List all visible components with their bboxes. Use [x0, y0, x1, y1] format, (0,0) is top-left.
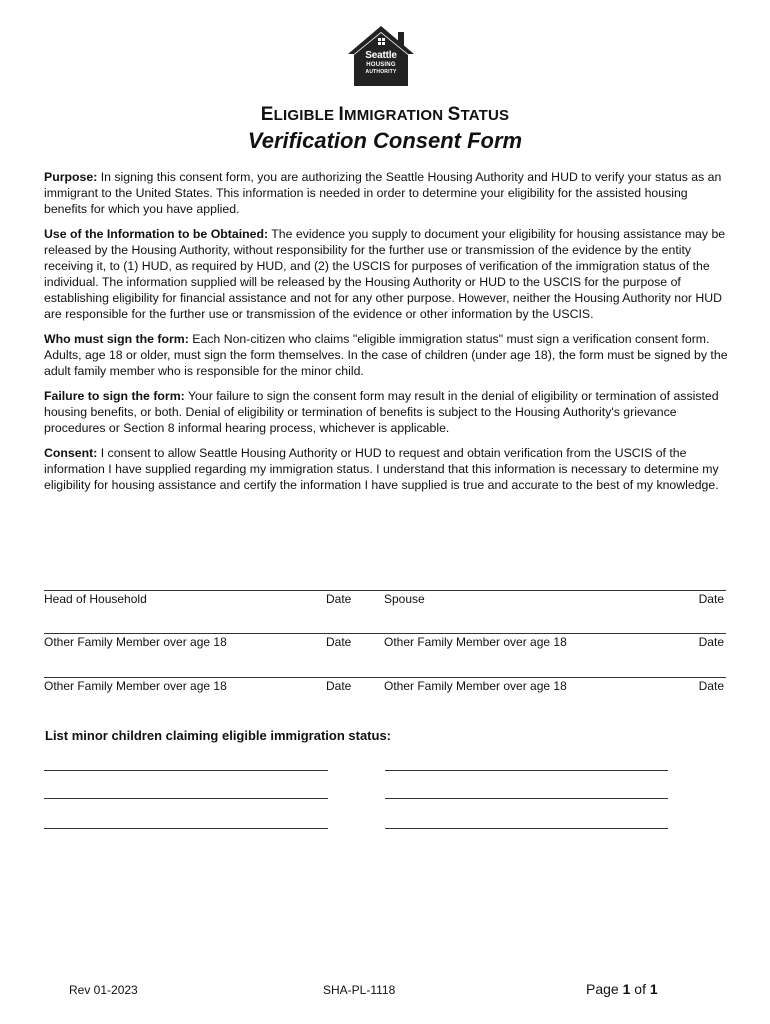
minor-child-line[interactable] — [44, 770, 328, 771]
date-label: Date — [698, 635, 724, 649]
form-body — [44, 169, 728, 502]
page-number: Page 1 of 1 — [586, 981, 658, 997]
family-member-label: Other Family Member over age 18 — [44, 635, 227, 649]
minor-child-line[interactable] — [44, 798, 328, 799]
date-label: Date — [698, 679, 724, 693]
use-of-information-section: Use of the Information to be Obtained: The evidence you supply to document your eligibility for housing assistance may be released by the Housing Authority, without responsibility for the further use or transmission of the evidence by the entity receiving it, to (1) HUD, as required by HUD, and (2) the USCIS for purposes of verification of the immigration status of the individual. The information supplied will be released by the Housing Authority or HUD to the USCIS for the purpose of establishing eligibility for financial assistance and not for any other purpose. However, neither the Housing Authority nor HUD are responsible for the further use or transmission of the evidence or other information by the USCIS. — [44, 227, 726, 321]
logo-line3: AUTHORITY — [365, 69, 397, 75]
form-code: SHA-PL-1118 — [323, 983, 396, 997]
date-label: Date — [326, 679, 352, 693]
form-title: ELIGIBLE IMMIGRATION STATUS — [260, 104, 510, 125]
purpose-section: Purpose: In signing this consent form, you are authorizing the Seattle Housing Authority and HUD to verify your status as an immigrant to the United States. This information is needed in order to determine your eligibility for the assisted housing benefits for which you have applied. — [44, 170, 722, 216]
date-label: Date — [326, 635, 352, 649]
minor-child-line[interactable] — [385, 798, 668, 799]
sha-logo — [346, 24, 416, 88]
logo-line2: HOUSING — [366, 62, 396, 68]
revision-label: Rev 01-2023 — [69, 983, 138, 997]
signature-row-1[interactable] — [44, 590, 726, 607]
family-member-label: Other Family Member over age 18 — [384, 635, 567, 649]
who-must-sign-section: Who must sign the form: Each Non-citizen who claims "eligible immigration status" must sign a verification consent form. Adults, age 18 or older, must sign the form themselves. In the case of children (under age 18), the form must be signed by the adult family member who is responsible for the minor child. — [44, 332, 728, 378]
minor-child-line[interactable] — [385, 770, 668, 771]
family-member-label: Other Family Member over age 18 — [44, 679, 227, 693]
minor-child-line[interactable] — [44, 828, 328, 829]
minor-child-line[interactable] — [385, 828, 668, 829]
spouse-label: Spouse — [384, 592, 425, 606]
consent-section: Consent: I consent to allow Seattle Housing Authority or HUD to request and obtain verification from the USCIS of the information I have supplied regarding my immigration status. I understand that this information is necessary to determine my eligibility for housing assistance and certify the information I have supplied is true and accurate to the best of my knowledge. — [44, 446, 719, 492]
failure-to-sign-section: Failure to sign the form: Your failure to sign the consent form may result in the denial of eligibility or termination of assisted housing benefits, or both. Denial of eligibility or termination of benefits is subject to the Housing Authority's grievance procedures or Section 8 informal hearing process, whichever is applicable. — [44, 389, 719, 435]
family-member-label: Other Family Member over age 18 — [384, 679, 567, 693]
signature-row-2[interactable] — [44, 633, 726, 650]
head-of-household-label: Head of Household — [44, 592, 147, 606]
signature-row-3[interactable] — [44, 677, 726, 694]
date-label: Date — [698, 592, 724, 606]
form-subtitle: Verification Consent Form — [247, 128, 523, 153]
date-label: Date — [326, 592, 352, 606]
minor-children-heading: List minor children claiming eligible immigration status: — [45, 728, 391, 743]
logo-line1: Seattle — [365, 50, 397, 61]
